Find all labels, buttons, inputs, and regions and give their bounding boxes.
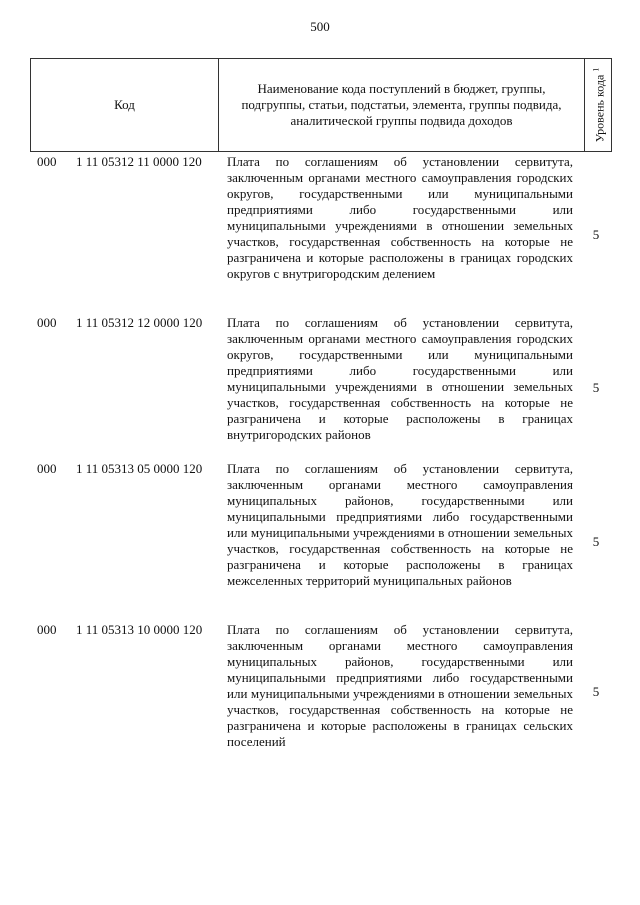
table-body — [0, 154, 640, 762]
row-code: 1 11 05313 10 0000 120 — [76, 622, 203, 637]
table-row — [0, 315, 640, 461]
row-level: 5 — [592, 533, 600, 549]
row-level: 5 — [592, 684, 600, 699]
header-level-text: Уровень кода — [592, 74, 607, 143]
row-level: 5 — [592, 380, 600, 395]
row-name: Плата по соглашениям об установлении сервитута, заключенным органами местного самоуправления муниципальных районов, государственными или муниципальными предприятиями либо государственными или муниципальными учреждениями в отношении земельных участков, государственная собственность на которые не разграничена и которые расположены в границах сельских поселений — [227, 622, 573, 749]
table-header — [30, 58, 612, 152]
row-code: 1 11 05313 05 0000 120 — [76, 461, 203, 476]
header-name-text: Наименование кода поступлений в бюджет, группы, подгруппы, статьи, подстатьи, элемента, группы подвида, аналитической группы подвида доходов — [241, 81, 562, 128]
row-prefix: 000 — [37, 622, 57, 637]
page-number: 500 — [310, 19, 330, 34]
header-level-label — [589, 68, 608, 143]
footnote-mark: 1 — [591, 67, 601, 72]
row-level: 5 — [592, 226, 600, 242]
header-level — [585, 59, 612, 152]
table-row — [0, 622, 640, 762]
row-code: 1 11 05312 11 0000 120 — [76, 154, 202, 169]
row-name: Плата по соглашениям об установлении сервитута, заключенным органами местного самоуправления муниципальных районов, государственными или муниципальными предприятиями либо государственными или муниципальными учреждениями в отношении земельных участков, государственная собственность на которые не разграничена и которые расположены в границах межселенных территорий муниципальных районов — [227, 461, 573, 588]
row-prefix: 000 — [37, 315, 57, 330]
row-prefix: 000 — [37, 461, 57, 476]
table-row — [0, 461, 640, 622]
table-row — [0, 154, 640, 315]
header-name — [219, 59, 585, 152]
row-prefix: 000 — [37, 154, 57, 169]
row-name: Плата по соглашениям об установлении сервитута, заключенным органами местного самоуправления городских округов, государственными или муниципальными предприятиями либо государственными или муниципальными учреждениями в отношении земельных участков, государственная собственность на которые не разграничена и которые расположены в границах городских округов с внутригородским делением — [227, 154, 573, 281]
header-code: Код — [31, 59, 219, 152]
row-name: Плата по соглашениям об установлении сервитута, заключенным органами местного самоуправления городских округов, государственными или муниципальными предприятиями либо государственными или муниципальными учреждениями в отношении земельных участков, государственная собственность на которые не разграничена и которые расположены в границах внутригородских районов — [227, 315, 573, 442]
row-code: 1 11 05312 12 0000 120 — [76, 315, 203, 330]
